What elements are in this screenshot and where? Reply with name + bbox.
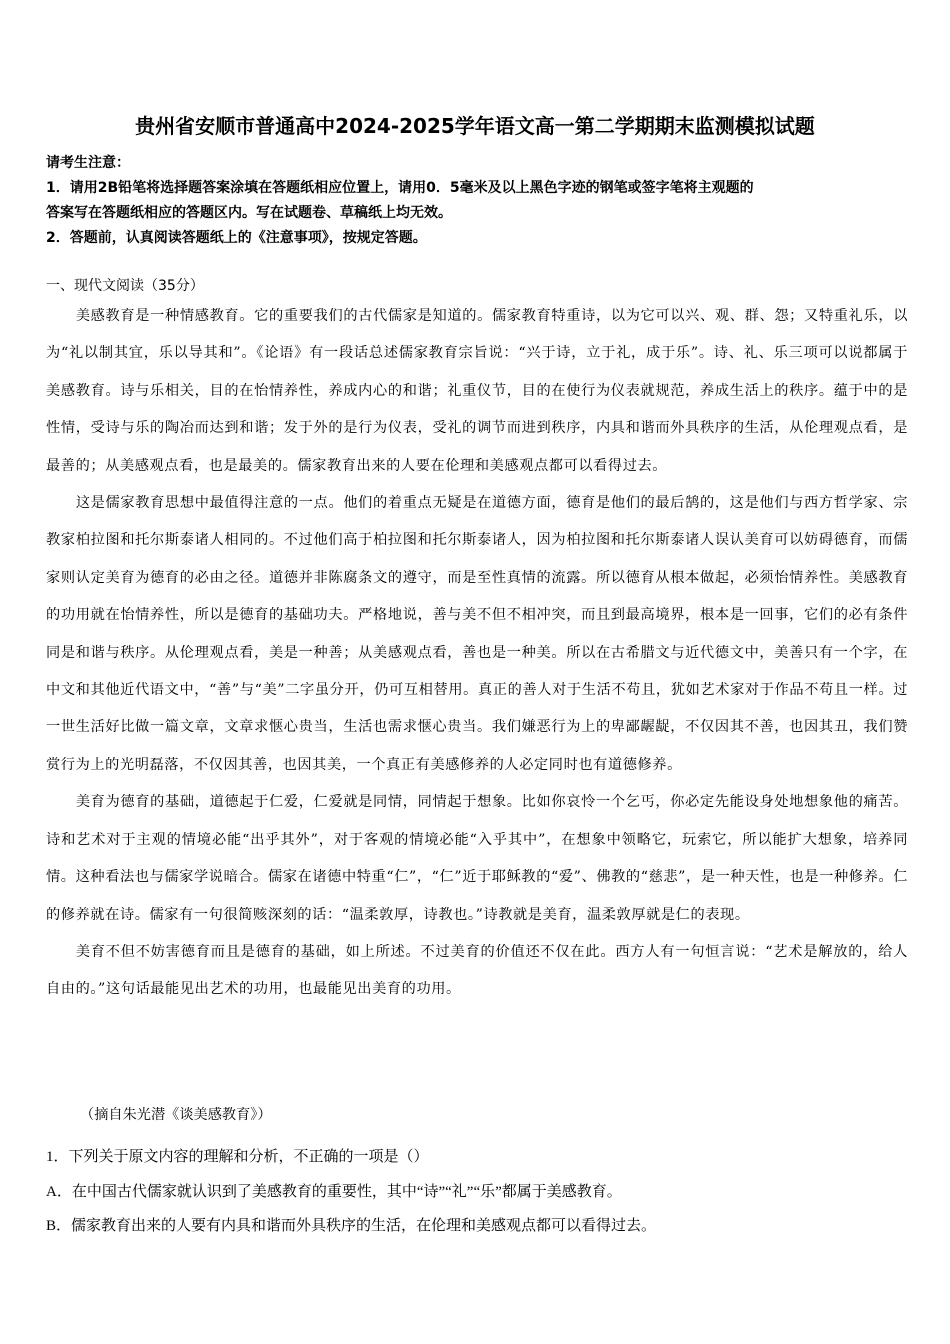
- notice-heading: 请考生注意：: [46, 155, 130, 171]
- notice-line: 2．答题前，认真阅读答题纸上的《注意事项》，按规定答题。: [46, 230, 427, 246]
- notice-line: 1．请用2B铅笔将选择题答案涂填在答题纸相应位置上，请用0．5毫米及以上黑色字迹的钢笔或签字笔将主观题的: [46, 180, 754, 196]
- question-stem: 1．下列关于原文内容的理解和分析，不正确的一项是（）: [46, 1149, 429, 1165]
- question-option-b: B．儒家教育出来的人要有内具和谐而外具秩序的生活，在伦理和美感观点都可以看得过去。: [46, 1218, 657, 1234]
- passage-paragraph: 美感教育是一种情感教育。它的重要我们的古代儒家是知道的。儒家教育特重诗，以为它可以兴、观、群、怨；又特重礼乐，以为“礼以制其宜，乐以导其和”。《论语》有一段话总述儒家教育宗旨说：“兴于诗，立于礼，成于乐”。诗、礼、乐三项可以说都属于美感教育。诗与乐相关，目的在怡情养性，养成内心的和谐；礼重仪节，目的在使行为仪表就规范，养成生活上的秩序。蕴于中的是性情，受诗与乐的陶冶而达到和谐；发于外的是行为仪表，受礼的调节而进到秩序，内具和谐而外具秩序的生活，从伦理观点看，是最善的；从美感观点看，也是最美的。儒家教育出来的人要在伦理和美感观点都可以看得过去。: [46, 308, 908, 474]
- exam-title: 贵州省安顺市普通高中2024-2025学年语文高一第二学期期末监测模拟试题: [135, 114, 815, 138]
- section-heading: 一、现代文阅读（35分）: [46, 278, 204, 294]
- notice-line: 答案写在答题纸相应的答题区内。写在试题卷、草稿纸上均无效。: [46, 205, 452, 221]
- passage-paragraph: 美育不但不妨害德育而且是德育的基础，如上所述。不过美育的价值还不仅在此。西方人有一句恒言说：“艺术是解放的，给人自由的。”这句话最能见出艺术的功用，也最能见出美育的功用。: [46, 943, 908, 998]
- reading-passage: [46, 298, 908, 1009]
- passage-paragraph: 这是儒家教育思想中最值得注意的一点。他们的着重点无疑是在道德方面，德育是他们的最后鹄的，这是他们与西方哲学家、宗教家柏拉图和托尔斯泰诸人相同的。不过他们高于柏拉图和托尔斯泰诸人，因为柏拉图和托尔斯泰诸人误认美育可以妨碍德育，而儒家则认定美育为德育的必由之径。道德并非陈腐条文的遵守，而是至性真情的流露。所以德育从根本做起，必须怡情养性。美感教育的功用就在怡情养性，所以是德育的基础功夫。严格地说，善与美不但不相冲突，而且到最高境界，根本是一回事，它们的必有条件同是和谐与秩序。从伦理观点看，美是一种善；从美感观点看，善也是一种美。所以在古希腊文与近代德文中，美善只有一个字，在中文和其他近代语文中，“善”与“美”二字虽分开，仍可互相替用。真正的善人对于生活不苟且，犹如艺术家对于作品不苟且一样。过一世生活好比做一篇文章，文章求惬心贵当，生活也需求惬心贵当。我们嫌恶行为上的卑鄙龌龊，不仅因其不善，也因其丑，我们赞赏行为上的光明磊落，不仅因其善，也因其美，一个真正有美感修养的人必定同时也有道德修养。: [46, 495, 908, 773]
- passage-source: （摘自朱光潜《谈美感教育》）: [80, 1107, 272, 1123]
- exam-notice: [46, 151, 906, 251]
- question-option-a: A．在中国古代儒家就认识到了美感教育的重要性，其中“诗”“礼”“乐”都属于美感教育。: [46, 1183, 622, 1200]
- passage-paragraph: 美育为德育的基础，道德起于仁爱，仁爱就是同情，同情起于想象。比如你哀怜一个乞丐，你必定先能设身处地想象他的痛苦。诗和艺术对于主观的情境必能“出乎其外”，对于客观的情境必能“入乎其中”，在想象中领略它，玩索它，所以能扩大想象，培养同情。这种看法也与儒家学说暗合。儒家在诸德中特重“仁”，“仁”近于耶稣教的“爱”、佛教的“慈悲”，是一种天性，也是一种修养。仁的修养就在诗。儒家有一句很简赅深刻的话：“温柔敦厚，诗教也。”诗教就是美育，温柔敦厚就是仁的表现。: [46, 794, 908, 923]
- question-block: [46, 1140, 916, 1244]
